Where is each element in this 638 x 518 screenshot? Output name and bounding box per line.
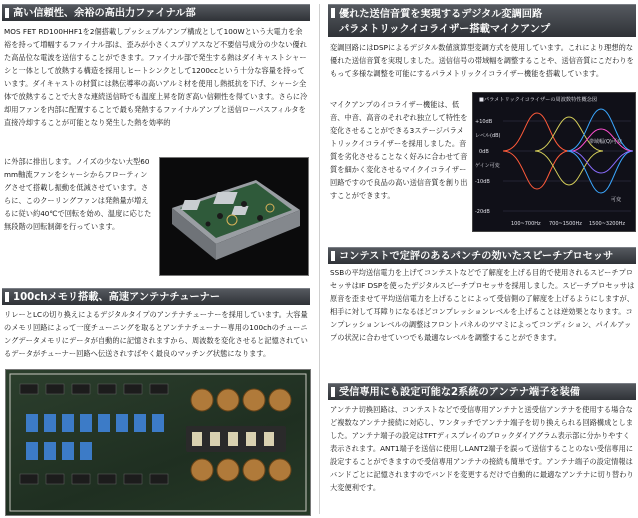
column-divider <box>319 4 320 514</box>
x-band-high: 1500~3200Hz <box>589 221 626 227</box>
antenna-terminal-title: 受信専用にも設定可能な2系統のアンテナ端子を装備 <box>339 387 580 398</box>
q-variable-label: 帯域幅(Q)可変 <box>589 139 622 145</box>
modulation-section-header <box>328 4 636 37</box>
x-band-mid: 700~1500Hz <box>549 221 582 227</box>
final-section-title: 高い信頼性、余裕の高出力ファイナル部 <box>13 8 196 19</box>
gain-variable-label: ゲイン可変 <box>475 163 500 169</box>
antenna-terminal-section-header <box>328 383 636 400</box>
level-axis-label: レベル(dB) <box>475 133 501 139</box>
mic-equalizer-paragraph: マイクアンプのイコライザー機能は、低音、中音、高音のそれぞれ独立して特性を変化させることができる3ステージパラメトリックイコライザーを採用しました。音質を劣化させることなく好みに合わせて音質を細かく変化させるマイクイコライザー回路ですので良品の高い送信音質を創り出すことができます。 <box>330 100 468 200</box>
modulation-section-paragraph: 変調回路にはDSPによるデジタル数値演算型変調方式を使用しています。これにより理想的な優れた送信音質を実現しました。送信信号の帯域幅を調整することや、送信音質にこだわりをもって多様な調整を可能にするパラメトリックイコライザー機能を搭載しています。 <box>330 43 634 78</box>
tuner-section-header <box>2 288 310 305</box>
final-section-paragraph-continued: に外部に排出します。ノイズの少ない大型60mm軸流ファンをシャーシからフローティングさせて搭載し振動を低減させています。さらに、このクーリングファンは発熱量が増えるに従い約40℃で回転を始め、温度に応じた無段階の回転制御を行っています。 <box>4 157 152 231</box>
antenna-terminal-paragraph: アンテナ切換回路は、コンテストなどで受信専用アンテナと送受信アンテナを使用する場合など複数なアンテナ接続に対応し、ワンタッチでアンテナ端子を切り換えられる回路構成としました。アンテナ端子の設定はTFTディスプレイのブロックダイアグラム表示部に分かりやすく表示されます。ANT1端子を送信に使用しLANT2端子を誤って送信することのない受信専用に設定することができますので受信専用アンテナの接続も簡単です。アンテナ端子の設定情報はバンドごとに記憶されますのでバンドを変更するだけで自動的に最適なアンテナに切り替わり大変便利です。 <box>330 405 634 492</box>
final-section-paragraph: MOS FET RD100HHF1を2個搭載しプッシュプルアンプ構成として100Wという大電力を余裕を持って増幅するファイナル部は、歪みが小さくスプリアスなど不要信号成分の少ない優れた高品位な電波を送信することができます。ファイナル部で発生する熱はダイキャストシャーシと一体として放熱する構造を採用しヒートシンクとして1200ccという十分な容量を持っています。ダイキャストの材質には熱伝導率の高いアルミ材を使用し熱抵抗を下げ、シャーシ全体で放熱することで大きな連続送信時でも温度上昇を防ぎ高い信頼性を得ています。さらに冷却用ファンを内部に配置することで最も発熱するファイナルアンプと送信ローパスフィルタを直接冷却することが可能となり発生した熱を効率的 <box>4 27 308 127</box>
antenna-tuner-board-photo <box>5 369 311 516</box>
modulation-title-line1: 優れた送信音質を実現するデジタル変調回路 <box>339 9 543 20</box>
tuner-section-paragraph: リレーとLCの切り換えによるデジタルタイプのアンテナチューナーを採用しています。大容量のメモリ回路によって一度チューニングを取るとアンテナチューナー専用の100chのチューニングデータメモリにデータが自動的に記憶されますから、周波数を変化させると記憶されているデータがチューナー回路へ伝送されすばやく最良のマッチング状態になります。 <box>4 310 308 358</box>
y-tick-minus20: -20dB <box>475 209 490 215</box>
tuner-section-title: 100chメモリ搭載、高速アンテナチューナー <box>13 292 221 303</box>
y-tick-plus10: +10dB <box>475 119 493 125</box>
modulation-title-line2: パラメトリックイコライザー搭載マイクアンプ <box>339 24 551 35</box>
equalizer-frequency-chart <box>472 92 636 232</box>
final-amplifier-unit-photo <box>159 157 309 276</box>
y-tick-minus10: -10dB <box>475 179 490 185</box>
speech-processor-section-header <box>328 247 636 264</box>
x-band-low: 100~700Hz <box>511 221 541 227</box>
y-tick-0: 0dB <box>479 149 489 155</box>
speech-processor-title: コンテストで定評のあるパンチの効いたスピーチプロセッサ <box>339 251 614 262</box>
speech-processor-paragraph: SSBの平均送信電力を上げてコンテストなどで了解度を上げる目的で使用されるスピーチプロセッサはIF DSPを使ったデジタルスピーチプロセッサを採用しました。スピーチプロセッサは原音を歪ませて平均送信電力を上げることによって受信側の了解度を上げるようにしますが、相手に対して耳障りになるほどコンプレッションレベルを上げることは逆効果となります。コンプレッションレベルの調整はフロントパネルのツマミによってコンディション、パイルアップの状況に合わせていつでも最適なレベルを調整することができます。 <box>330 268 635 342</box>
variable-label: 可変 <box>611 197 622 203</box>
equalizer-chart-title: ■パラメトリックイコライザーの周波数特性概念図 <box>479 97 598 103</box>
final-section-header <box>2 4 310 21</box>
